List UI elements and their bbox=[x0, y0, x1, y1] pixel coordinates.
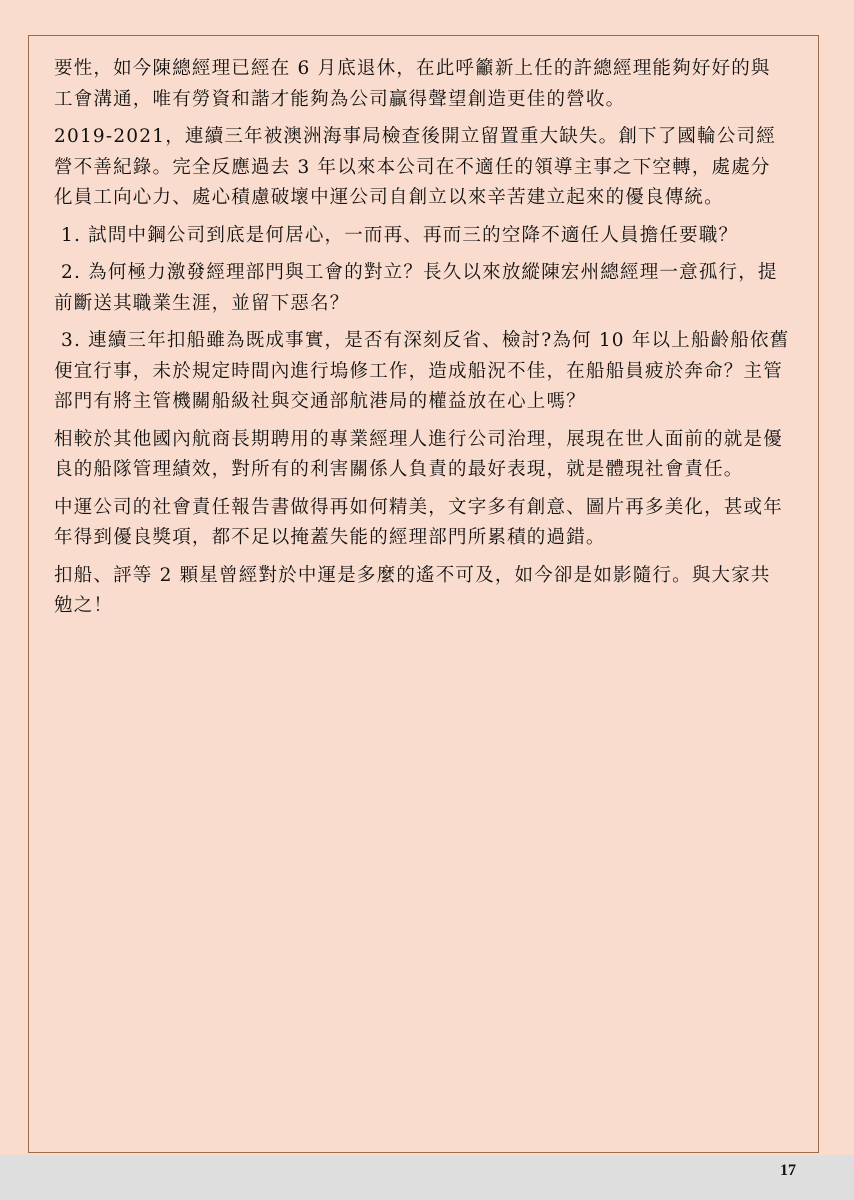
page-number: 17 bbox=[780, 1162, 796, 1179]
paragraph-detention-record: 2019-2021，連續三年被澳洲海事局檢查後開立留置重大缺失。創下了國輪公司經營不善紀錄。完全反應過去 3 年以來本公司在不適任的領導主事之下空轉，處處分化員工向心力、處心積慮破壞中運公司自創立以來辛苦建立起來的優良傳統。 bbox=[54, 126, 776, 208]
paragraph-intro: 要性，如今陳總經理已經在 6 月底退休，在此呼籲新上任的許總經理能夠好好的與工會溝通，唯有勞資和諧才能夠為公司贏得聲望創造更佳的營收。 bbox=[54, 58, 771, 110]
paragraph-governance: 相較於其他國內航商長期聘用的專業經理人進行公司治理，展現在世人面前的就是優良的船隊管理績效，對所有的利害關係人負責的最好表現，就是體現社會責任。 bbox=[54, 428, 783, 480]
paragraph-closing: 扣船、評等 2 顆星曾經對於中運是多麼的遙不可及，如今卻是如影隨行。與大家共勉之！ bbox=[54, 564, 771, 616]
document-body bbox=[54, 54, 790, 629]
paragraph-csr-report: 中運公司的社會責任報告書做得再如何精美，文字多有創意、圖片再多美化，甚或年年得到優良獎項，都不足以掩蓋失能的經理部門所累積的過錯。 bbox=[54, 496, 783, 548]
footer-band bbox=[0, 1155, 854, 1200]
question-2: 2. 為何極力激發經理部門與工會的對立？長久以來放縱陳宏州總經理一意孤行，提前斷送其職業生涯，並留下惡名？ bbox=[54, 262, 778, 314]
question-3: 3. 連續三年扣船雖為既成事實，是否有深刻反省、檢討?為何 10 年以上船齡船依舊便宜行事，未於規定時間內進行塢修工作，造成船況不佳，在船船員疲於奔命？主管部門有將主管機關船級社與交通部航港局的權益放在心上嗎？ bbox=[54, 330, 790, 412]
question-1: 1. 試問中鋼公司到底是何居心，一而再、再而三的空降不適任人員擔任要職？ bbox=[61, 224, 739, 246]
